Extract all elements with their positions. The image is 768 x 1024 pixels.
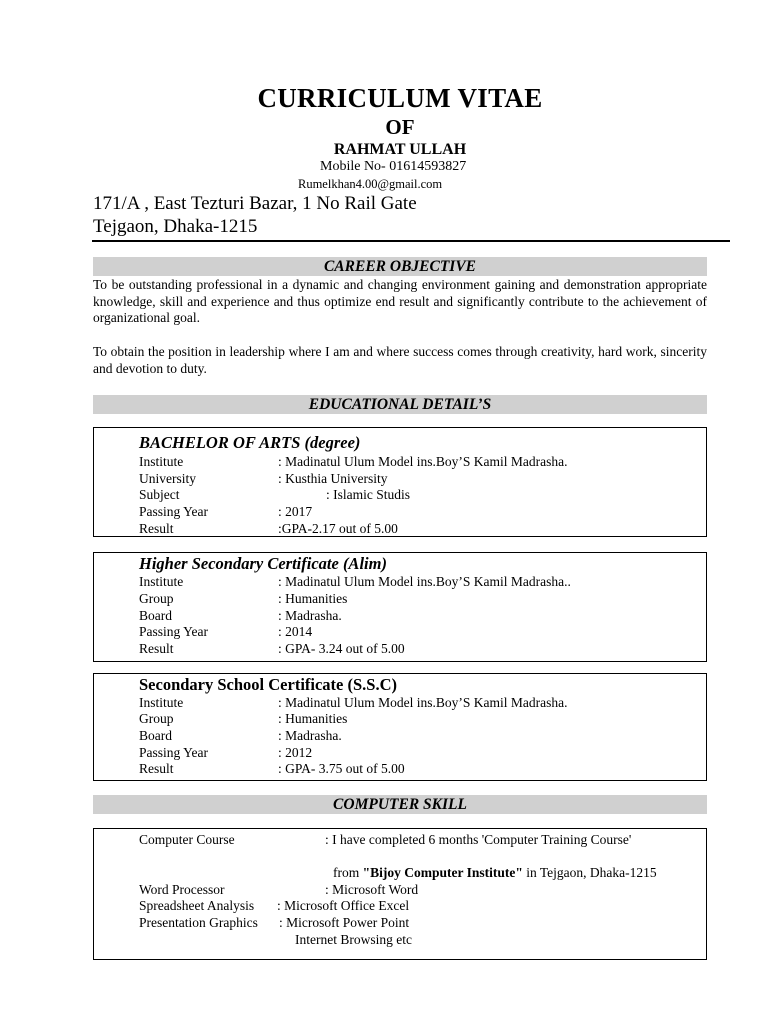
candidate-name: RAHMAT ULLAH (333, 141, 467, 158)
career-objective-heading: CAREER OBJECTIVE (93, 257, 707, 276)
row-value: : I have completed 6 months 'Computer Training Course' (325, 832, 632, 847)
course-place: in Tejgaon, Dhaka-1215 (522, 865, 657, 880)
row-value: :GPA-2.17 out of 5.00 (278, 521, 398, 536)
course-institute: "Bijoy Computer Institute" (362, 865, 523, 880)
course-from: from (333, 865, 363, 880)
row-label: Group (139, 591, 174, 606)
row-label: Word Processor (139, 882, 225, 897)
row-label: University (139, 471, 196, 486)
row-value: : Madrasha. (278, 608, 342, 623)
row-label: Board (139, 728, 172, 743)
row-label: Board (139, 608, 172, 623)
row-label: Computer Course (139, 832, 235, 847)
row-label: Subject (139, 487, 180, 502)
address-line-1: 171/A , East Tezturi Bazar, 1 No Rail Gate (93, 193, 417, 214)
row-value: : GPA- 3.24 out of 5.00 (278, 641, 405, 656)
bachelor-title: BACHELOR OF ARTS (degree) (139, 433, 361, 452)
ssc-title: Secondary School Certificate (S.S.C) (139, 675, 398, 694)
row-value: : 2012 (278, 745, 313, 760)
row-label: Institute (139, 574, 184, 589)
row-label: Passing Year (139, 624, 209, 639)
row-value: : 2017 (278, 504, 313, 519)
header-divider (92, 240, 730, 242)
row-value: : Microsoft Word (325, 882, 419, 897)
row-value: : 2014 (278, 624, 313, 639)
row-label: Institute (139, 454, 184, 469)
row-value: : Madrasha. (278, 728, 342, 743)
cv-title: CURRICULUM VITAE (257, 83, 543, 113)
row-value: : Microsoft Office Excel (277, 898, 410, 913)
row-label: Result (139, 521, 174, 536)
email-address: Rumelkhan4.00@gmail.com (298, 177, 443, 191)
row-value: : Madinatul Ulum Model ins.Boy’S Kamil Madrasha. (278, 695, 568, 710)
row-value: : Microsoft Power Point (279, 915, 410, 930)
row-value: : Humanities (278, 591, 348, 606)
row-value: : Islamic Studis (326, 487, 410, 502)
educational-details-heading: EDUCATIONAL DETAIL’S (93, 395, 707, 414)
row-label: Passing Year (139, 504, 209, 519)
computer-course-institute-line (333, 864, 657, 881)
computer-skill-heading: COMPUTER SKILL (93, 795, 707, 814)
row-label: Presentation Graphics (139, 915, 258, 930)
row-value: : Madinatul Ulum Model ins.Boy’S Kamil Madrasha.. (278, 574, 571, 589)
cv-of: OF (385, 115, 415, 139)
row-value: : Humanities (278, 711, 348, 726)
row-label: Institute (139, 695, 184, 710)
row-value: : Kusthia University (278, 471, 388, 486)
mobile-number: Mobile No- 01614593827 (320, 159, 467, 174)
row-label: Spreadsheet Analysis (139, 898, 255, 913)
row-label: Result (139, 761, 174, 776)
hsc-title: Higher Secondary Certificate (Alim) (139, 554, 387, 573)
career-objective-paragraph-1: To be outstanding professional in a dynamic and changing environment gaining and demonstration appropriate knowledge, skill and experience and thus optimize end result and significantly contribute to the achievement of organizational goal. (93, 277, 707, 325)
career-objective-paragraph-2: To obtain the position in leadership where I am and where success comes through creativity, hard work, sincerity and devotion to duty. (93, 344, 707, 376)
row-value: : GPA- 3.75 out of 5.00 (278, 761, 405, 776)
row-label: Result (139, 641, 174, 656)
address-line-2: Tejgaon, Dhaka-1215 (93, 216, 258, 237)
internet-browsing-row: Internet Browsing etc (295, 932, 412, 947)
row-label: Passing Year (139, 745, 209, 760)
row-label: Group (139, 711, 174, 726)
row-value: : Madinatul Ulum Model ins.Boy’S Kamil Madrasha. (278, 454, 568, 469)
